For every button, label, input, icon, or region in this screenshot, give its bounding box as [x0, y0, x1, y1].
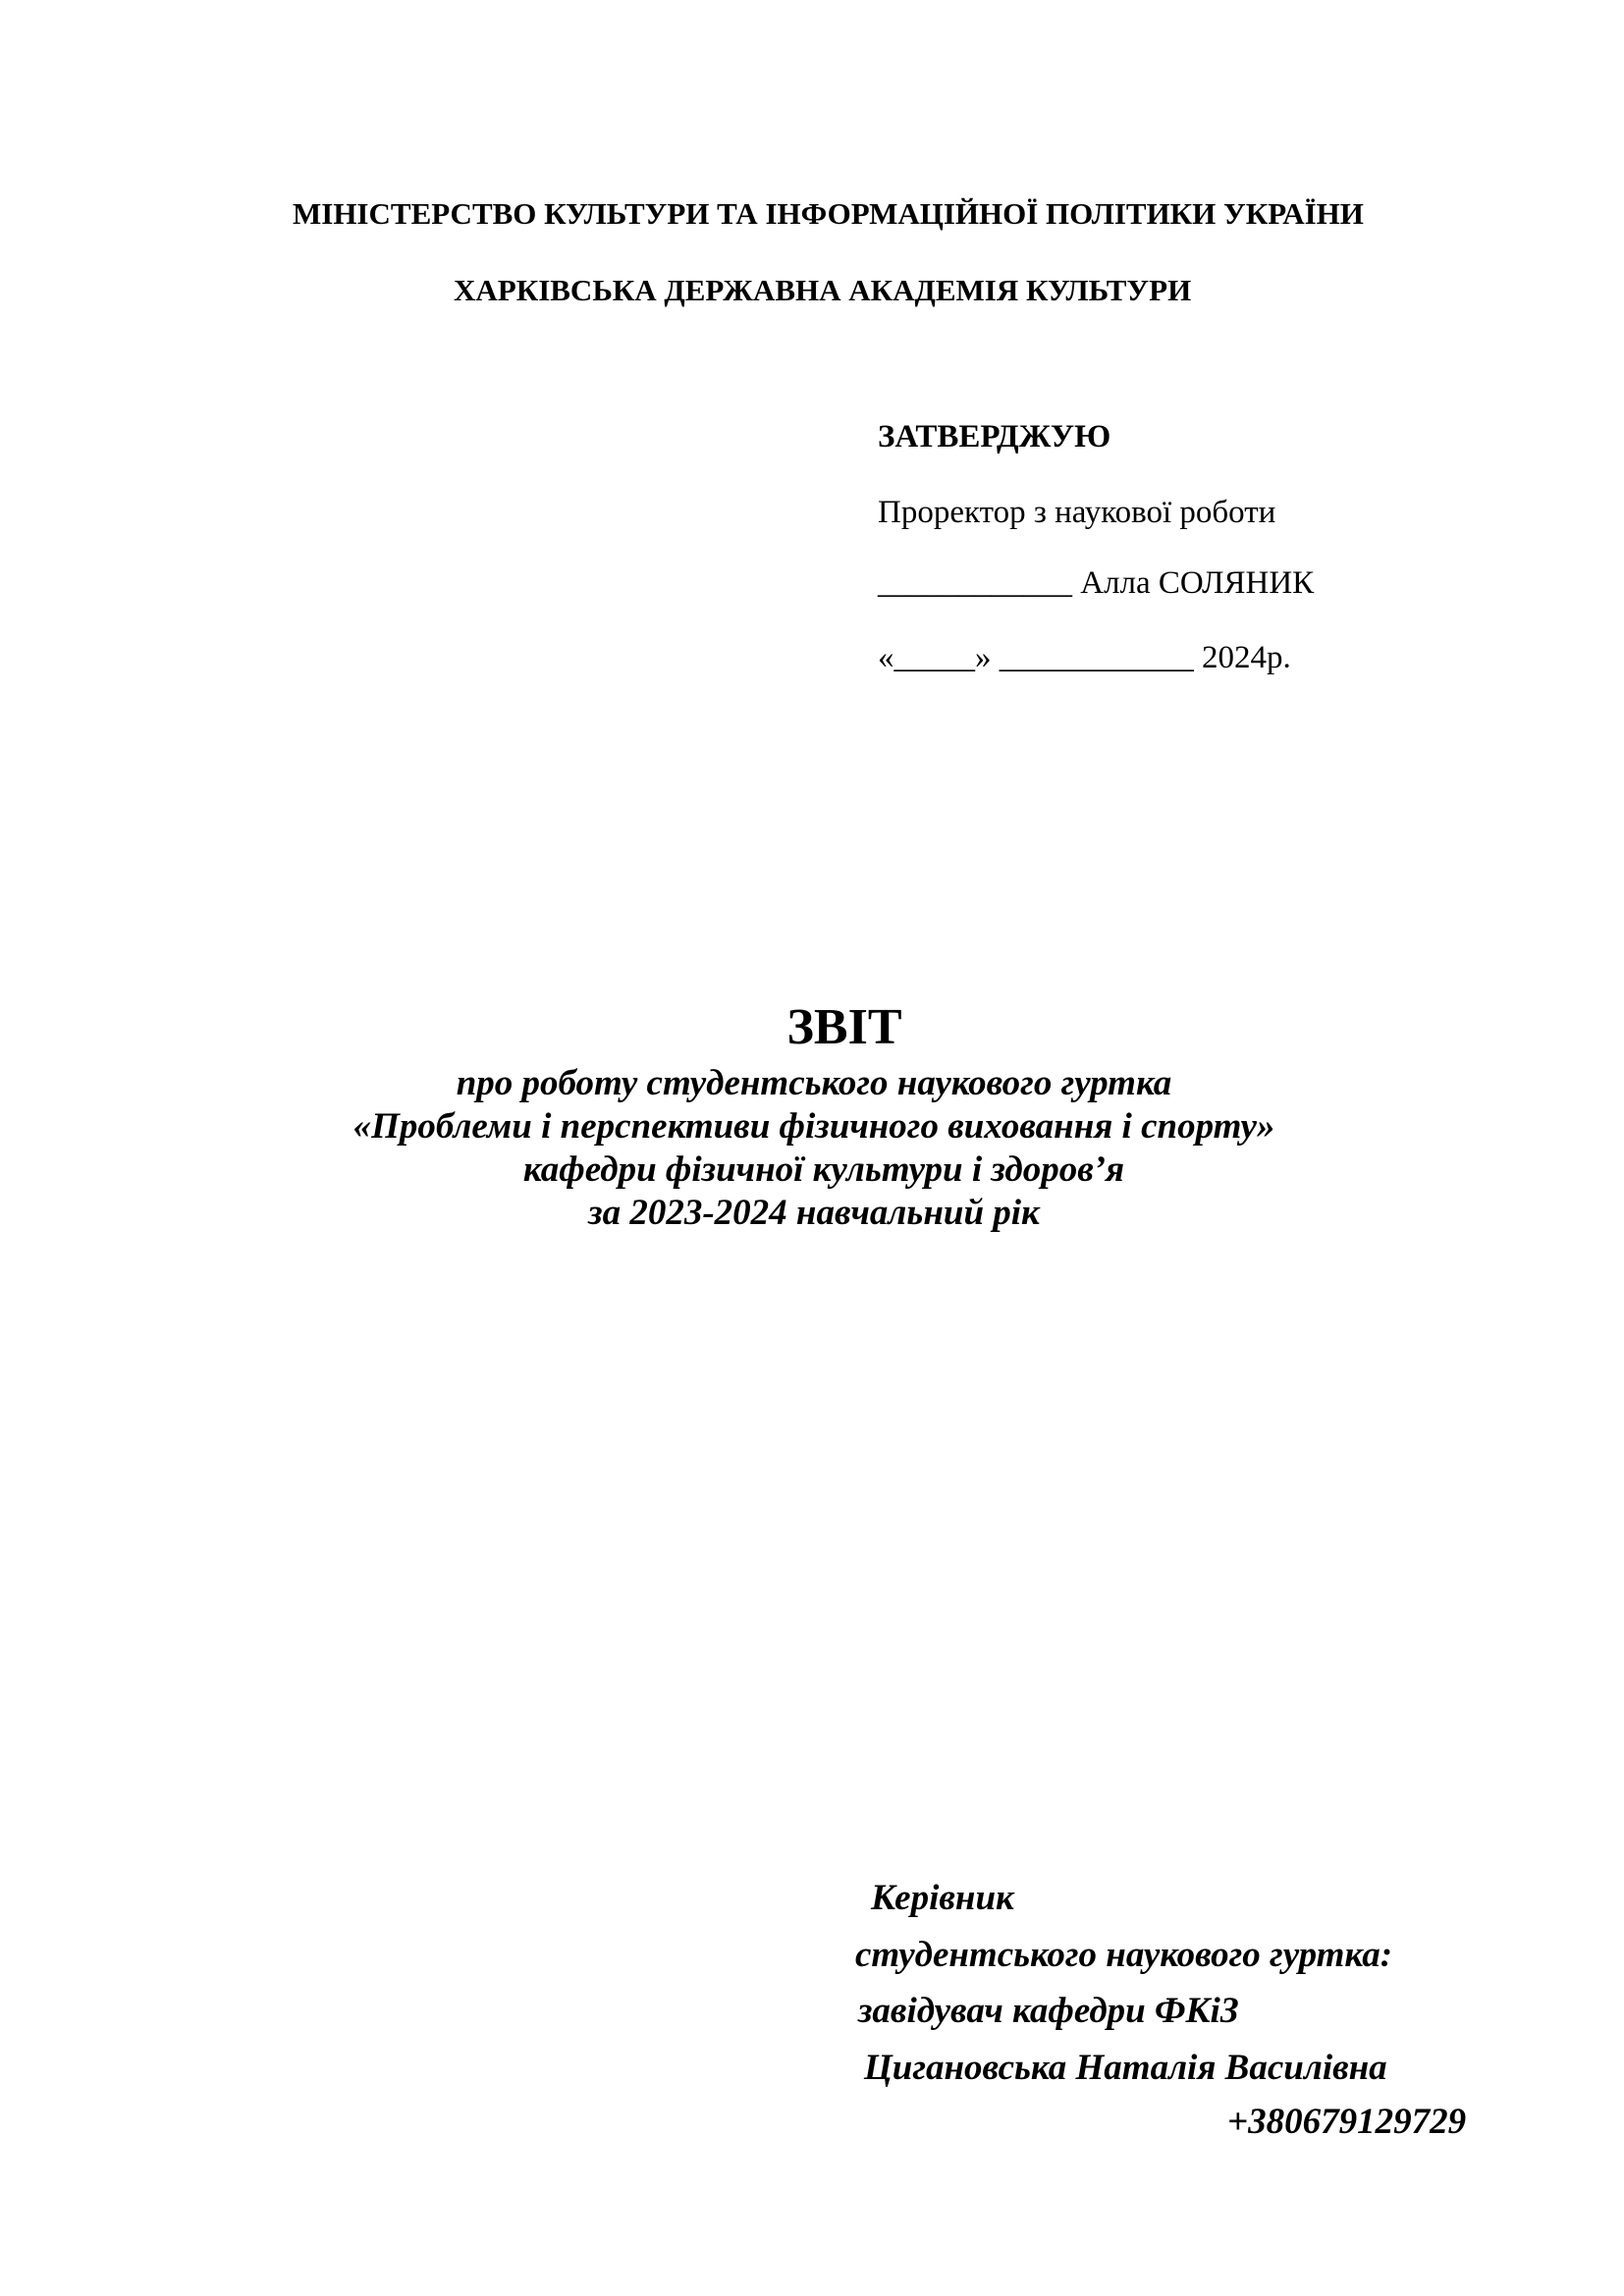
supervisor-line-2: студентського наукового гуртка: [855, 1935, 1393, 1975]
report-subtitle-line-3: кафедри фізичної культури і здоров’я [522, 1149, 1125, 1190]
supervisor-line-3: завідувач кафедри ФКіЗ [858, 1991, 1239, 2031]
approval-signature-line: ____________ Алла СОЛЯНИК [878, 565, 1315, 601]
report-title: ЗВІТ [786, 999, 902, 1055]
supervisor-phone: +380679129729 [1227, 2102, 1467, 2142]
supervisor-name: Цигановська Наталія Василівна [864, 2048, 1387, 2088]
approval-position: Проректор з наукової роботи [878, 495, 1276, 530]
supervisor-line-1: Керівник [871, 1878, 1014, 1918]
report-title-block [0, 993, 1624, 1235]
academy-heading: ХАРКІВСЬКА ДЕРЖАВНА АКАДЕМІЯ КУЛЬТУРИ [454, 273, 1192, 307]
ministry-heading: МІНІСТЕРСТВО КУЛЬТУРИ ТА ІНФОРМАЦІЙНОЇ ПОЛІТИКИ УКРАЇНИ [293, 196, 1364, 231]
approval-title: ЗАТВЕРДЖУЮ [878, 419, 1111, 454]
report-subtitle-line-1: про роботу студентського наукового гуртка [456, 1063, 1172, 1103]
report-subtitle-line-4: за 2023-2024 навчальний рік [588, 1193, 1040, 1233]
report-subtitle-line-2: «Проблеми і перспективи фізичного виховання і спорту» [352, 1106, 1275, 1147]
approval-date-line: «_____» ____________ 2024р. [878, 640, 1291, 675]
